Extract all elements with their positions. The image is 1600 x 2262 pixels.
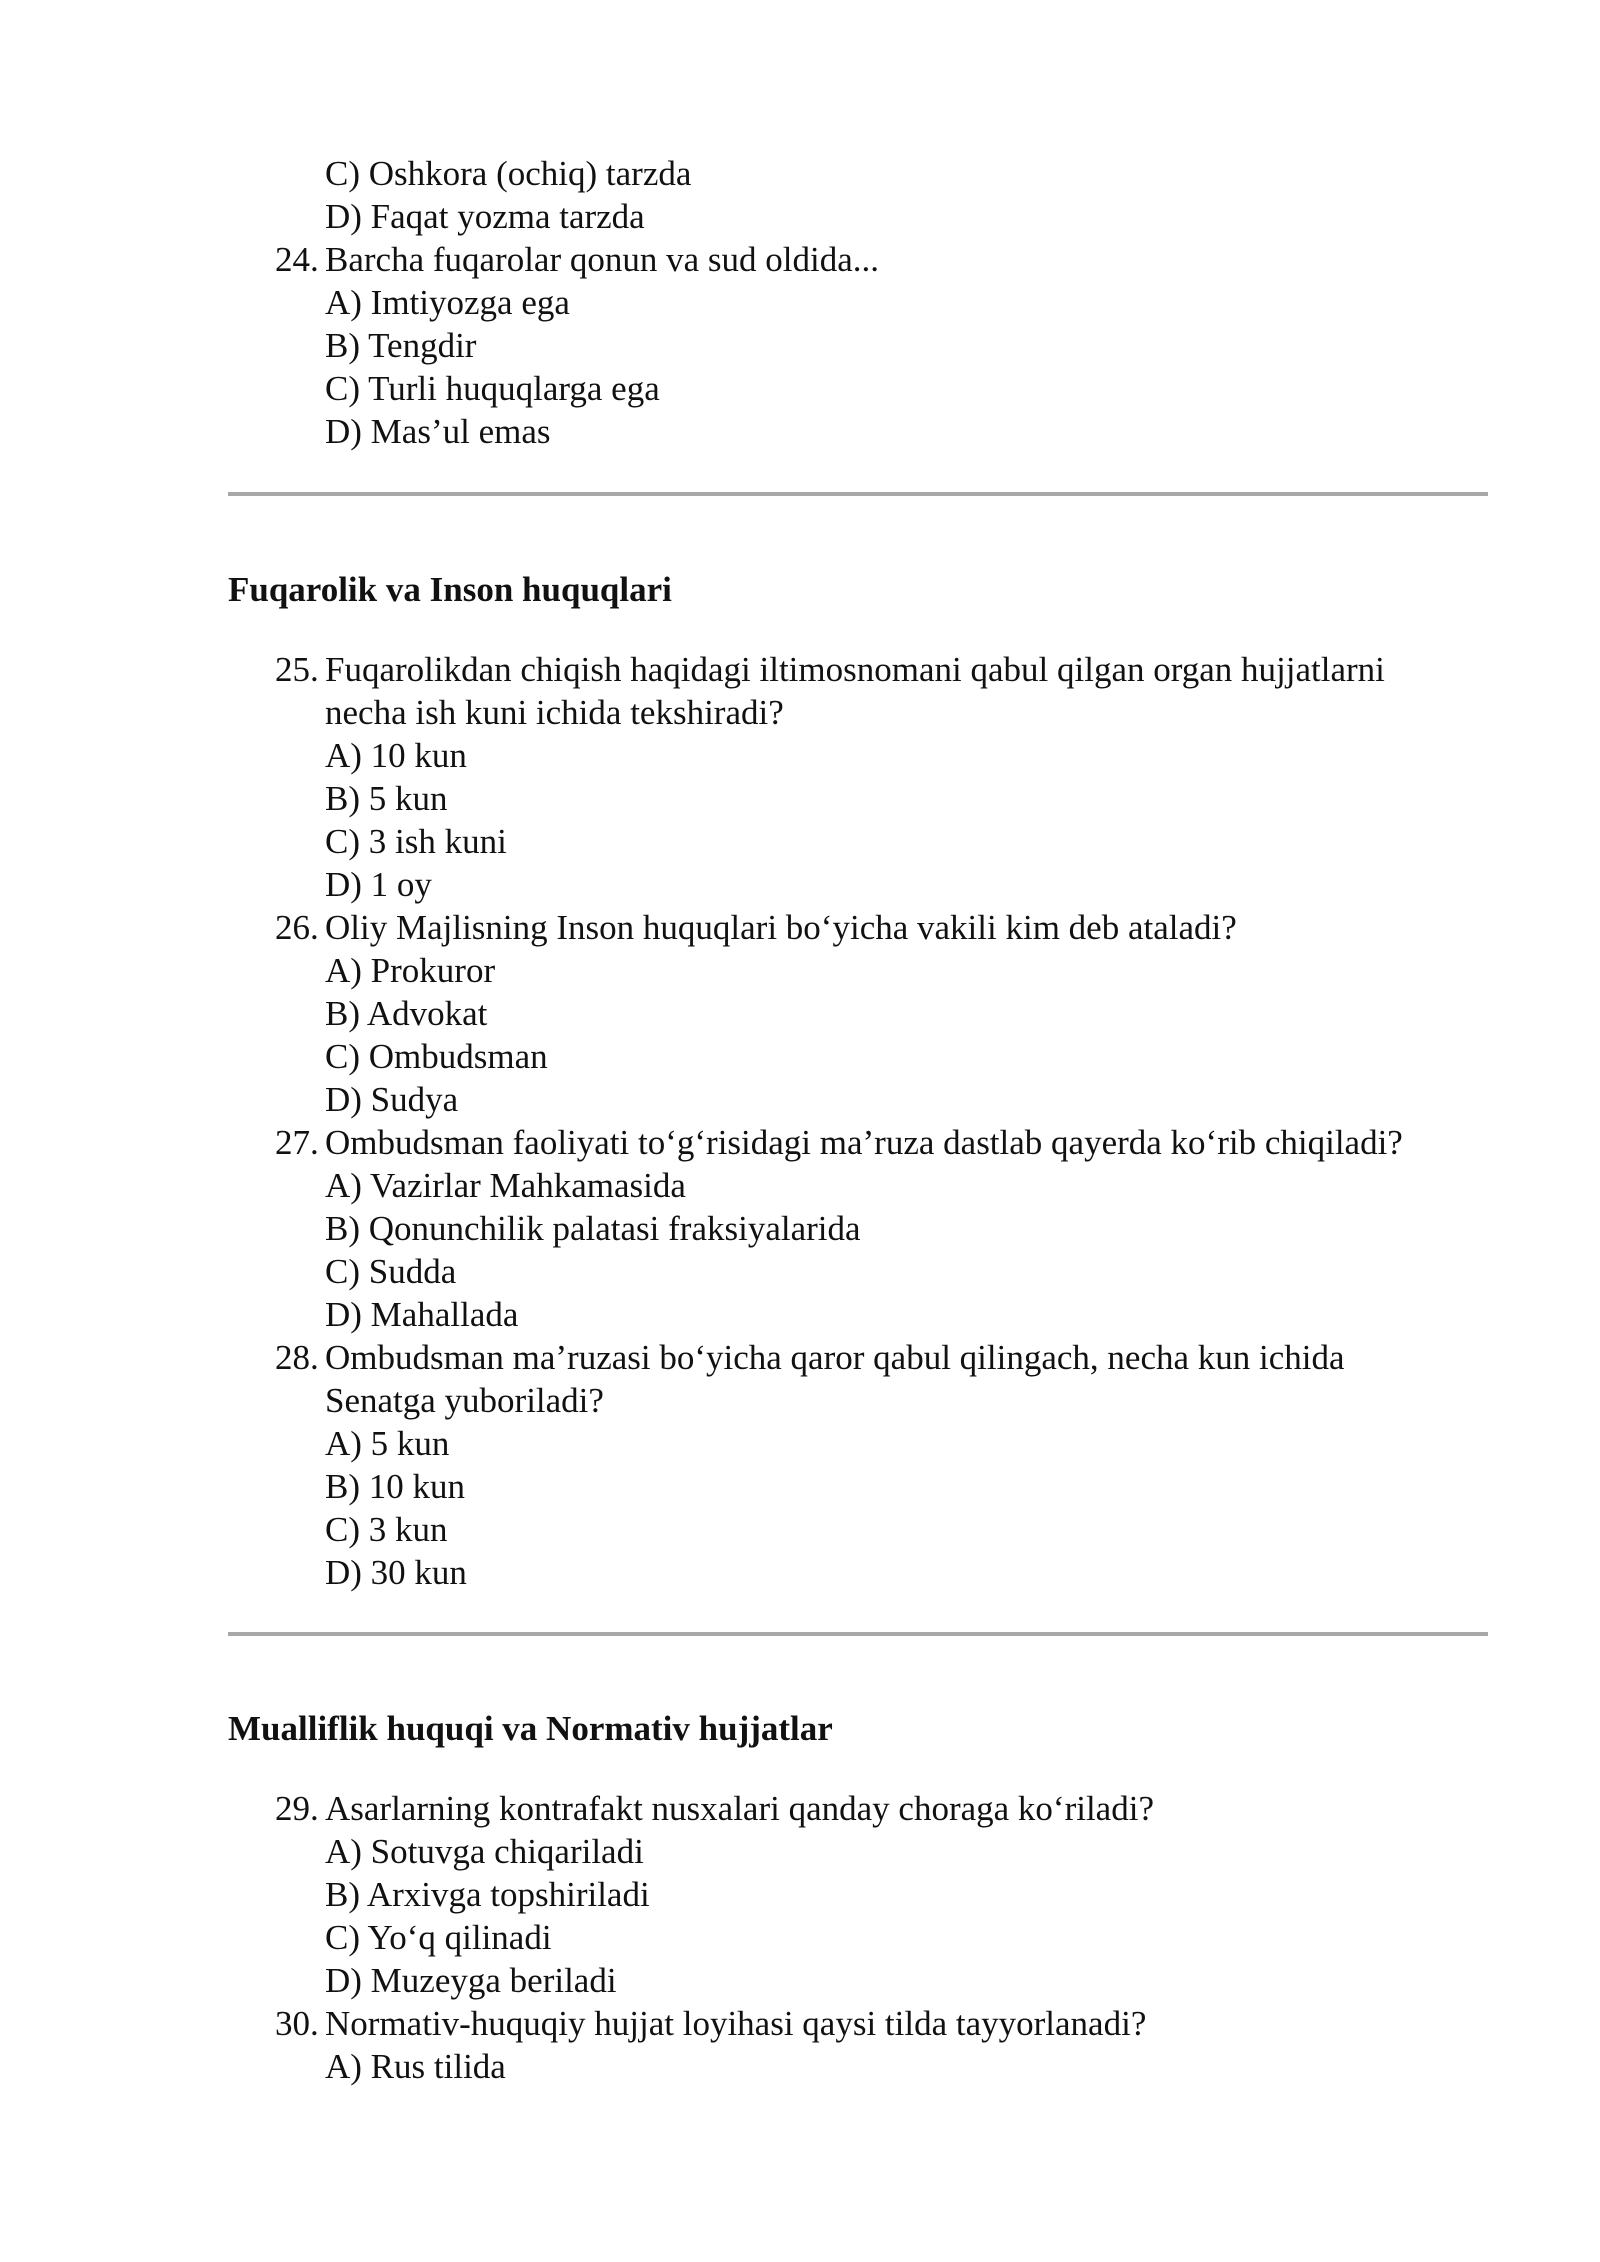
q27-text: Ombudsman faoliyati to‘g‘risidagi ma’ruza dastlab qayerda ko‘rib chiqiladi?: [325, 1123, 1403, 1162]
q26-option-a: A) Prokuror: [325, 951, 496, 990]
q29-option-a: A) Sotuvga chiqariladi: [325, 1832, 644, 1871]
q30-number: 30.: [275, 2004, 319, 2043]
q27-option-c: C) Sudda: [325, 1252, 457, 1291]
section-heading: Fuqarolik va Inson huquqlari: [228, 570, 672, 609]
q25-number: 25.: [275, 650, 319, 689]
q30-text: Normativ-huquqiy hujjat loyihasi qaysi tilda tayyorlanadi?: [325, 2004, 1147, 2043]
q23-option-c: C) Oshkora (ochiq) tarzda: [325, 154, 692, 193]
q28-number: 28.: [275, 1338, 319, 1377]
q27-option-d: D) Mahallada: [325, 1295, 519, 1334]
q28-option-c: C) 3 kun: [325, 1510, 448, 1549]
q28-option-d: D) 30 kun: [325, 1553, 467, 1592]
q26-option-c: C) Ombudsman: [325, 1037, 548, 1076]
q26-text: Oliy Majlisning Inson huquqlari bo‘yicha vakili kim deb ataladi?: [325, 908, 1237, 947]
q26-number: 26.: [275, 908, 319, 947]
q25-option-c: C) 3 ish kuni: [325, 822, 507, 861]
q26-option-d: D) Sudya: [325, 1080, 459, 1119]
q30-option-a: A) Rus tilida: [325, 2047, 506, 2086]
q29-text: Asarlarning kontrafakt nusxalari qanday choraga ko‘riladi?: [325, 1789, 1154, 1828]
q29-option-d: D) Muzeyga beriladi: [325, 1961, 617, 2000]
q29-number: 29.: [275, 1789, 319, 1828]
q24-option-a: A) Imtiyozga ega: [325, 283, 570, 322]
q25-text-line2: necha ish kuni ichida tekshiradi?: [325, 693, 784, 732]
q28-text-line1: Ombudsman ma’ruzasi bo‘yicha qaror qabul qilingach, necha kun ichida: [325, 1338, 1345, 1377]
q25-option-b: B) 5 kun: [325, 779, 448, 818]
q28-option-a: A) 5 kun: [325, 1424, 450, 1463]
q28-option-b: B) 10 kun: [325, 1467, 465, 1506]
q24-option-d: D) Mas’ul emas: [325, 412, 551, 451]
q27-number: 27.: [275, 1123, 319, 1162]
section-divider: [228, 1632, 1488, 1636]
q29-option-c: C) Yo‘q qilinadi: [325, 1918, 552, 1957]
q24-option-c: C) Turli huquqlarga ega: [325, 369, 660, 408]
q25-option-d: D) 1 oy: [325, 865, 432, 904]
q24-text: Barcha fuqarolar qonun va sud oldida...: [325, 240, 880, 279]
q29-option-b: B) Arxivga topshiriladi: [325, 1875, 650, 1914]
section-divider: [228, 492, 1488, 496]
q27-option-a: A) Vazirlar Mahkamasida: [325, 1166, 686, 1205]
section-heading: Mualliflik huquqi va Normativ hujjatlar: [228, 1709, 833, 1748]
q23-option-d: D) Faqat yozma tarzda: [325, 197, 645, 236]
q25-option-a: A) 10 kun: [325, 736, 467, 775]
q26-option-b: B) Advokat: [325, 994, 488, 1033]
q24-option-b: B) Tengdir: [325, 326, 477, 365]
q24-number: 24.: [275, 240, 319, 279]
q25-text-line1: Fuqarolikdan chiqish haqidagi iltimosnomani qabul qilgan organ hujjatlarni: [325, 650, 1385, 689]
q28-text-line2: Senatga yuboriladi?: [325, 1381, 604, 1420]
q27-option-b: B) Qonunchilik palatasi fraksiyalarida: [325, 1209, 861, 1248]
